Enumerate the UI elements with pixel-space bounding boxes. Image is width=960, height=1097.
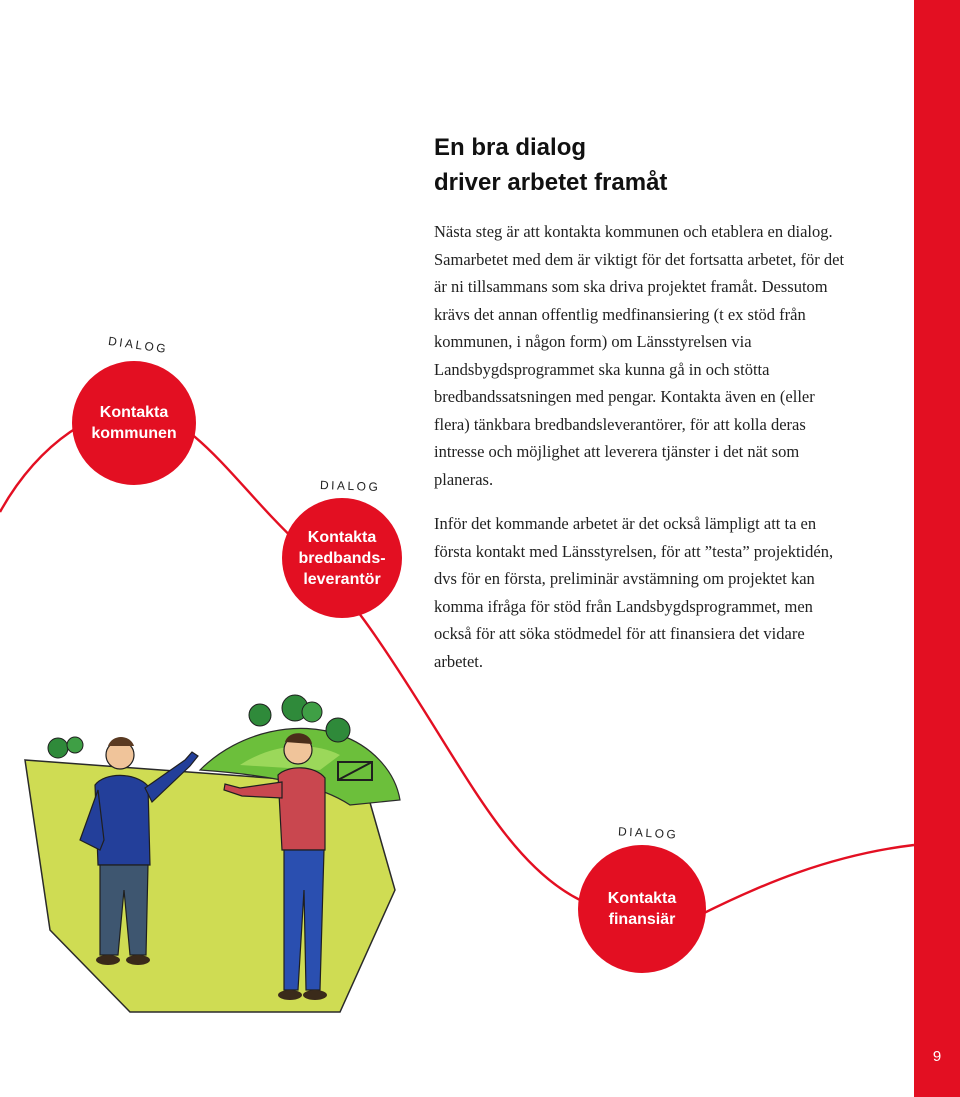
- step-label-2: Kontakta bredbands- leverantör: [298, 528, 386, 588]
- step-circle-kontakta-finansiar: [578, 845, 706, 973]
- page-number: 9: [932, 1048, 942, 1065]
- dialog-tag-1: DIALOG: [107, 333, 170, 357]
- step-label-1: Kontakta kommunen: [91, 404, 177, 442]
- body-paragraph-2: Inför det kommande arbetet är det också lämpligt att ta en första kontakt med Länsstyrelsen, för att ”testa” projektidén, dvs för en första, preliminär avstämning om projektet kan komma ifråga för stöd från Landsbygdsprogrammet, men också för att söka stödmedel för att finansiera det vidare arbetet.: [434, 514, 834, 671]
- dialog-tag-3: DIALOG: [617, 824, 679, 842]
- step-circle-kontakta-kommunen: [72, 361, 196, 485]
- body-paragraph-1: Nästa steg är att kontakta kommunen och etablera en dialog. Samarbetet med dem är viktigt för det fortsatta arbetet, för det är ni tillsammans som ska driva projektet framåt. Dessutom krävs det annan offentlig medfinansiering (t ex stöd från kommunen, i någon form) om Länsstyrelsen via Landsbygdsprogrammet ska kunna gå in och stötta bredbandssatsningen med pengar. Kontakta även en (eller flera) tänkbara bredbandsleverantörer, för att kolla deras intresse och möjlighet att leverera tjänster i det nät som planeras.: [434, 222, 845, 489]
- heading-line-1: En bra dialog: [434, 134, 587, 161]
- step-circle-kontakta-bredbandsleverantor: [282, 498, 402, 618]
- dialog-tag-2: DIALOG: [319, 477, 381, 495]
- step-label-3: Kontakta finansiär: [607, 890, 677, 928]
- heading-line-2: driver arbetet framåt: [434, 169, 668, 196]
- field-illustration: [20, 690, 410, 1020]
